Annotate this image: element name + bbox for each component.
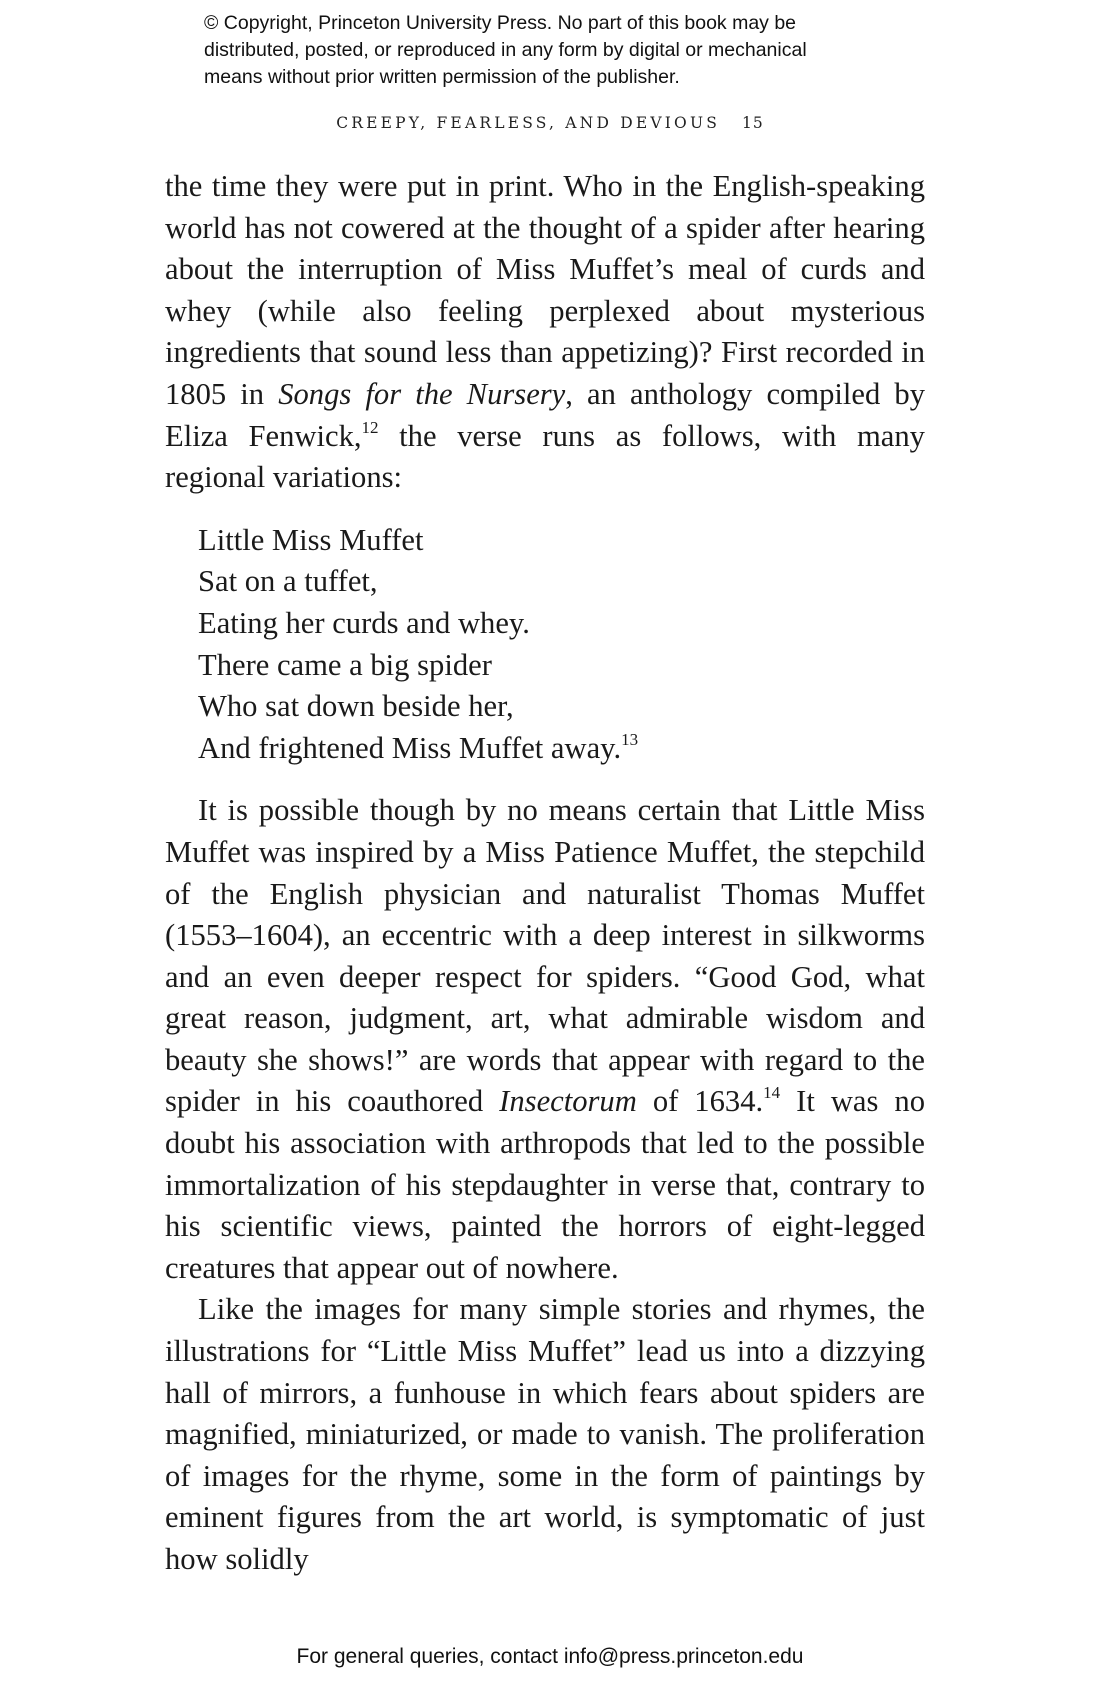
- footnote-ref-12[interactable]: 12: [361, 417, 379, 437]
- paragraph-2-text-b: of 1634.: [636, 1084, 764, 1119]
- copyright-line-2: distributed, posted, or reproduced in any form by digital or mechanical: [204, 39, 807, 61]
- paragraph-2-book-title: Insectorum: [499, 1084, 637, 1119]
- running-head: [0, 114, 1100, 132]
- paragraph-1-text-b: , an anthology compiled by Eliza Fenwick,: [165, 376, 926, 453]
- body-text: [165, 166, 925, 1581]
- paragraph-2-text-c: It was no doubt his association with arthropods that led to the possible immortalization of his stepdaughter in verse that, contrary to his scientific views, painted the horrors of eight-legged creatures that appear out of nowhere.: [165, 1084, 925, 1285]
- paragraph-1: [165, 166, 925, 499]
- paragraph-1-book-title: Songs for the Nursery: [278, 376, 566, 411]
- paragraph-2-text-a: It is possible though by no means certain that Little Miss Muffet was inspired by a Miss Patience Muffet, the stepchild of the English physician and naturalist Thomas Muffet (1553–1604), an eccentric with a deep interest in silkworms and an even deeper respect for spiders. “Good God, what great reason, judgment, art, what admirable wisdom and beauty she shows!” are words that appear with regard to the spider in his coauthored: [165, 793, 925, 1119]
- verse-line-4: There came a big spider: [198, 647, 492, 682]
- verse-line-1: Little Miss Muffet: [198, 522, 424, 557]
- verse-line-5: Who sat down beside her,: [198, 689, 514, 724]
- verse-line-6-text: And frightened Miss Muffet away.: [198, 730, 622, 765]
- footnote-ref-14[interactable]: 14: [763, 1083, 781, 1103]
- verse-line-3: Eating her curds and whey.: [198, 605, 530, 640]
- copyright-line-3: means without prior written permission of the publisher.: [204, 66, 680, 88]
- verse-line-6: [198, 728, 925, 770]
- paragraph-3: Like the images for many simple stories and rhymes, the illustrations for “Little Miss Muffet” lead us into a dizzying hall of mirrors, a funhouse in which fears about spiders are magnified, miniaturized, or made to vanish. The proliferation of images for the rhyme, some in the form of paintings by eminent figures from the art world, is symptomatic of just how solidly: [165, 1292, 925, 1576]
- running-head-title: CREEPY, FEARLESS, AND DEVIOUS: [336, 114, 721, 132]
- page-number: 15: [742, 114, 764, 132]
- verse-block: [198, 520, 925, 770]
- footnote-ref-13[interactable]: 13: [621, 729, 639, 749]
- copyright-notice: [204, 10, 924, 91]
- footer-contact: For general queries, contact info@press.princeton.edu: [296, 1645, 804, 1668]
- verse-line-2: Sat on a tuffet,: [198, 564, 378, 599]
- paragraph-2: [165, 790, 925, 1289]
- paragraph-1-text-c: the verse runs as follows, with many regional variations:: [165, 418, 925, 495]
- copyright-line-1: © Copyright, Princeton University Press. No part of this book may be: [204, 12, 797, 34]
- paragraph-1-text-a: the time they were put in print. Who in the English-speaking world has not cowered at the thought of a spider after hearing about the interruption of Miss Muffet’s meal of curds and whey (while also feeling perplexed about mysterious ingredients that sound less than appetizing)? First recorded in 1805 in: [165, 169, 925, 411]
